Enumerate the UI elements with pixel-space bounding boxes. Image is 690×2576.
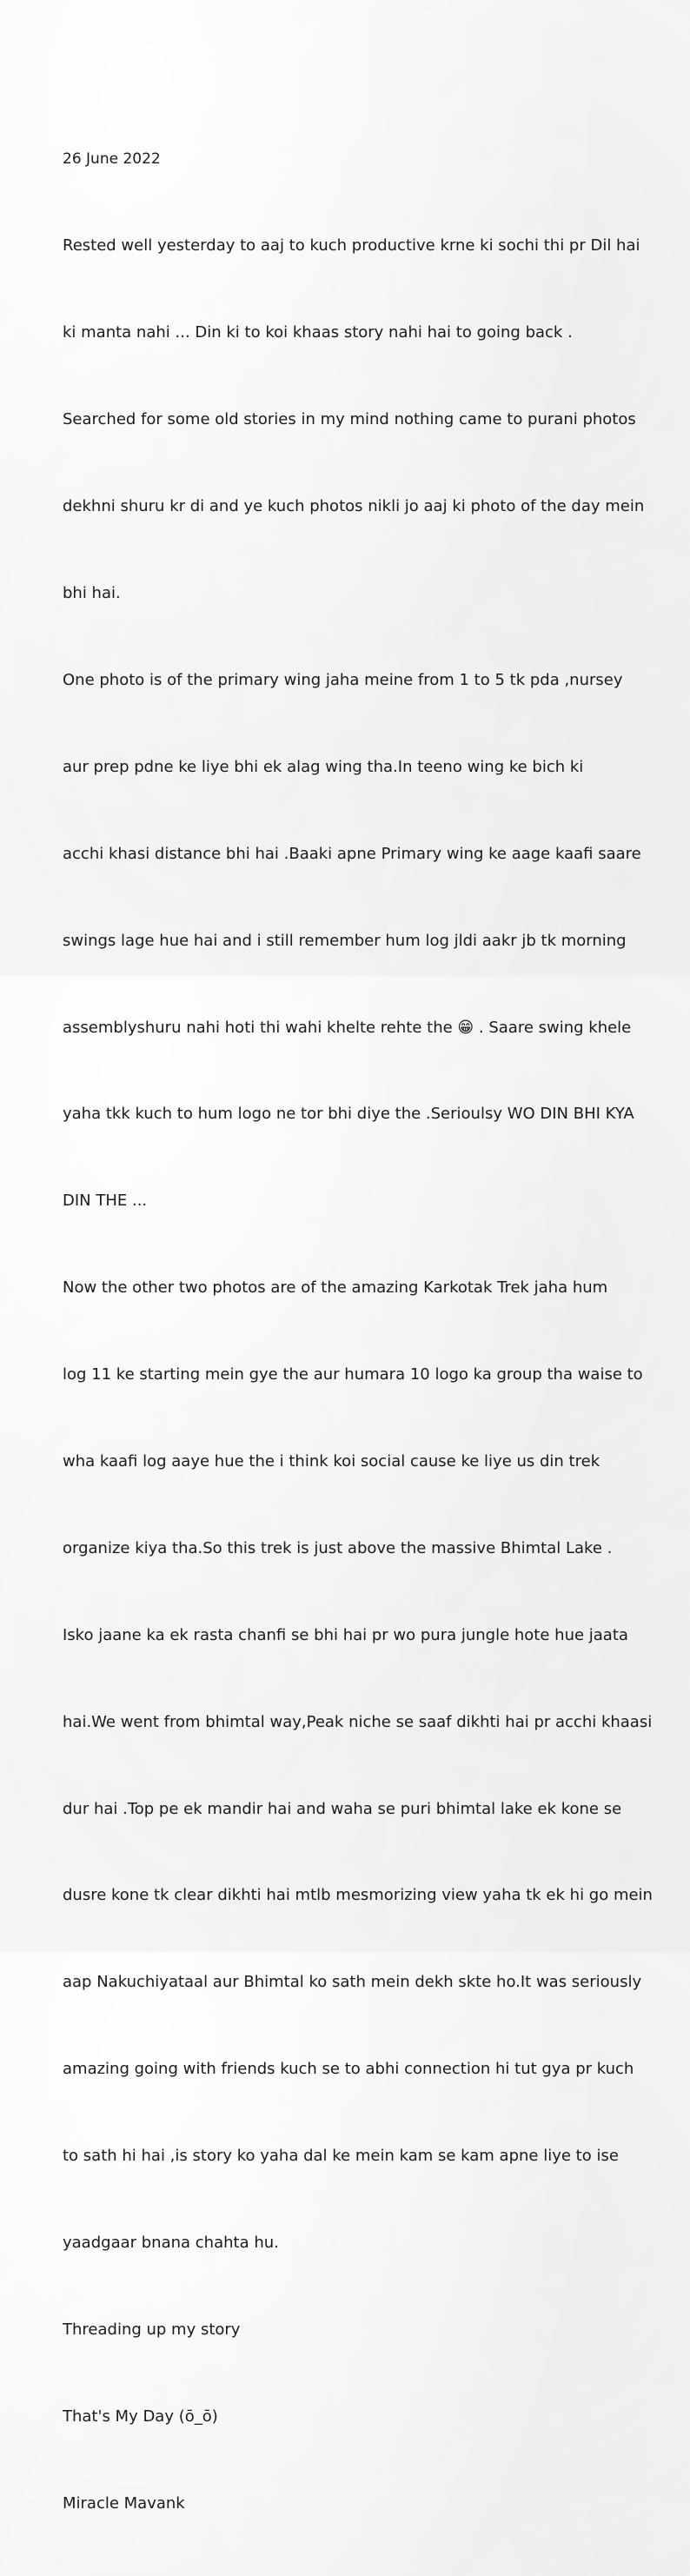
- entry-line: Now the other two photos are of the amazing Karkotak Trek jaha hum: [63, 1278, 608, 1298]
- entry-line: acchi khasi distance bhi hai .Baaki apne Primary wing ke aage kaafi saare: [63, 844, 641, 863]
- journal-entry: [63, 87, 654, 2576]
- entry-line: Rested well yesterday to aaj to kuch productive krne ki sochi thi pr Dil hai: [63, 236, 640, 256]
- entry-line: ki manta nahi ... Din ki to koi khaas story nahi hai to going back .: [63, 323, 573, 342]
- entry-line: dur hai .Top pe ek mandir hai and waha se puri bhimtal lake ek kone se: [63, 1799, 622, 1818]
- entry-line: assemblyshuru nahi hoti thi wahi khelte rehte the 😁 . Saare swing khele: [63, 1018, 632, 1037]
- closing-line: That's My Day (ō_ō): [63, 2407, 218, 2426]
- entry-line: aur prep pdne ke liye bhi ek alag wing tha.In teeno wing ke bich ki: [63, 757, 584, 776]
- entry-line: dekhni shuru kr di and ye kuch photos nikli jo aaj ki photo of the day mein: [63, 497, 645, 516]
- entry-line: to sath hi hai ,is story ko yaha dal ke mein kam se kam apne liye to ise: [63, 2147, 619, 2166]
- entry-line: wha kaafi log aaye hue the i think koi social cause ke liye us din trek: [63, 1451, 600, 1471]
- entry-line: log 11 ke starting mein gye the aur humara 10 logo ka group tha waise to: [63, 1365, 643, 1384]
- author-signature: Miracle Mavank: [63, 2493, 185, 2513]
- entry-line: aap Nakuchiyataal aur Bhimtal ko sath mein dekh skte ho.It was seriously: [63, 1973, 642, 1992]
- entry-line: organize kiya tha.So this trek is just above the massive Bhimtal Lake .: [63, 1538, 613, 1557]
- entry-line: One photo is of the primary wing jaha meine from 1 to 5 tk pda ,nursey: [63, 670, 623, 689]
- entry-line: Searched for some old stories in my mind nothing came to purani photos: [63, 410, 636, 429]
- entry-line: amazing going with friends kuch se to abhi connection hi tut gya pr kuch: [63, 2060, 634, 2079]
- entry-line: hai.We went from bhimtal way,Peak niche se saaf dikhti hai pr acchi khaasi: [63, 1712, 653, 1731]
- closing-line: Threading up my story: [63, 2320, 241, 2339]
- entry-line: yaha tkk kuch to hum logo ne tor bhi diye the .Serioulsy WO DIN BHI KYA: [63, 1105, 634, 1124]
- entry-line: bhi hai.: [63, 584, 121, 603]
- entry-line: swings lage hue hai and i still remember hum log jldi aakr jb tk morning: [63, 931, 627, 950]
- entry-line: DIN THE ...: [63, 1192, 148, 1211]
- entry-line: yaadgaar bnana chahta hu.: [63, 2233, 279, 2252]
- entry-line: Isko jaane ka ek rasta chanfi se bhi hai pr wo pura jungle hote hue jaata: [63, 1625, 628, 1644]
- entry-date: 26 June 2022: [63, 149, 161, 168]
- entry-line: dusre kone tk clear dikhti hai mtlb mesmorizing view yaha tk ek hi go mein: [63, 1886, 653, 1905]
